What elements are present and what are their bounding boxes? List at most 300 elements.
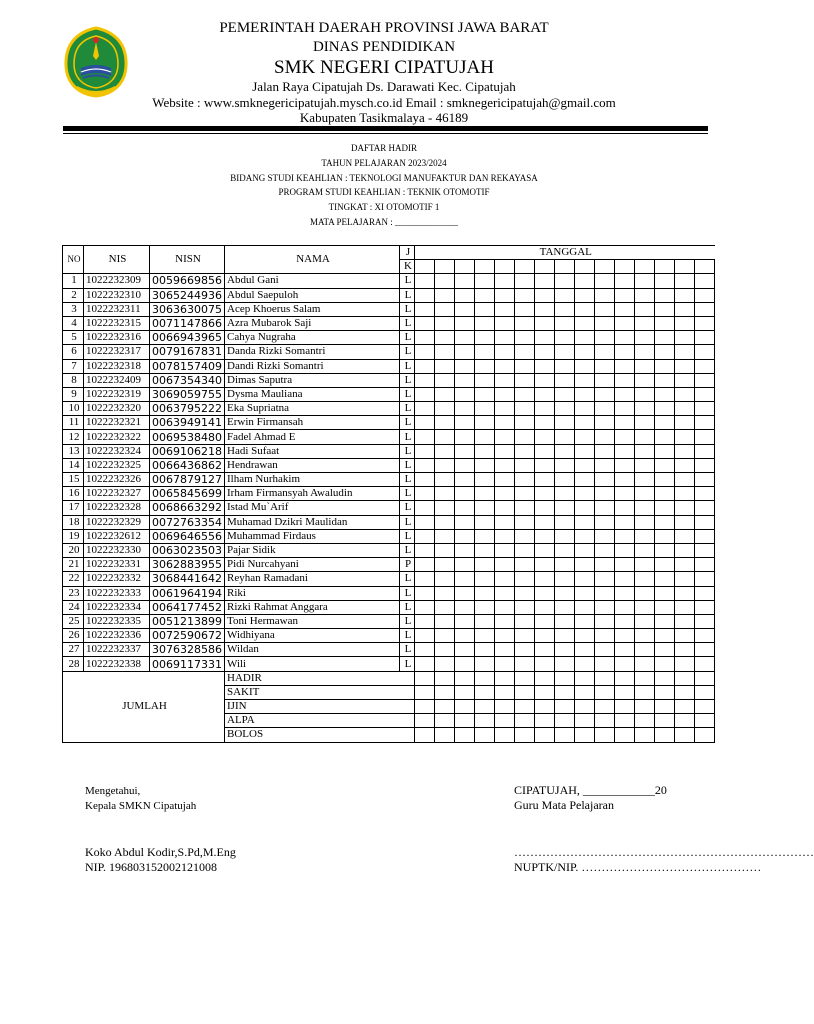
attendance-cell[interactable] — [555, 558, 575, 572]
attendance-cell[interactable] — [555, 359, 575, 373]
attendance-cell[interactable] — [435, 387, 455, 401]
attendance-cell[interactable] — [635, 473, 655, 487]
attendance-cell[interactable] — [615, 302, 635, 316]
attendance-cell[interactable] — [575, 430, 595, 444]
attendance-cell[interactable] — [575, 473, 595, 487]
attendance-cell[interactable] — [655, 614, 675, 628]
attendance-cell[interactable] — [615, 359, 635, 373]
attendance-cell[interactable] — [515, 345, 535, 359]
summary-cell[interactable] — [635, 700, 655, 714]
attendance-cell[interactable] — [515, 586, 535, 600]
attendance-cell[interactable] — [535, 529, 555, 543]
attendance-cell[interactable] — [415, 629, 435, 643]
attendance-cell[interactable] — [455, 274, 475, 288]
attendance-cell[interactable] — [535, 345, 555, 359]
attendance-cell[interactable] — [515, 288, 535, 302]
attendance-cell[interactable] — [575, 345, 595, 359]
attendance-cell[interactable] — [675, 288, 695, 302]
attendance-cell[interactable] — [655, 600, 675, 614]
attendance-cell[interactable] — [675, 572, 695, 586]
attendance-cell[interactable] — [455, 487, 475, 501]
summary-cell[interactable] — [635, 685, 655, 699]
attendance-cell[interactable] — [435, 600, 455, 614]
attendance-cell[interactable] — [615, 643, 635, 657]
attendance-cell[interactable] — [695, 373, 715, 387]
summary-cell[interactable] — [695, 671, 715, 685]
summary-cell[interactable] — [555, 700, 575, 714]
attendance-cell[interactable] — [695, 288, 715, 302]
attendance-cell[interactable] — [575, 501, 595, 515]
summary-cell[interactable] — [695, 728, 715, 742]
attendance-cell[interactable] — [455, 529, 475, 543]
attendance-cell[interactable] — [475, 316, 495, 330]
attendance-cell[interactable] — [495, 316, 515, 330]
attendance-cell[interactable] — [475, 444, 495, 458]
attendance-cell[interactable] — [515, 501, 535, 515]
attendance-cell[interactable] — [655, 274, 675, 288]
attendance-cell[interactable] — [475, 458, 495, 472]
attendance-cell[interactable] — [695, 657, 715, 671]
attendance-cell[interactable] — [655, 487, 675, 501]
attendance-cell[interactable] — [475, 529, 495, 543]
attendance-cell[interactable] — [655, 501, 675, 515]
attendance-cell[interactable] — [455, 614, 475, 628]
summary-cell[interactable] — [675, 685, 695, 699]
attendance-cell[interactable] — [515, 387, 535, 401]
attendance-cell[interactable] — [475, 487, 495, 501]
attendance-cell[interactable] — [655, 458, 675, 472]
attendance-cell[interactable] — [495, 402, 515, 416]
attendance-cell[interactable] — [455, 402, 475, 416]
attendance-cell[interactable] — [475, 501, 495, 515]
summary-cell[interactable] — [655, 700, 675, 714]
attendance-cell[interactable] — [655, 331, 675, 345]
summary-cell[interactable] — [575, 714, 595, 728]
attendance-cell[interactable] — [435, 529, 455, 543]
attendance-cell[interactable] — [675, 316, 695, 330]
summary-cell[interactable] — [595, 671, 615, 685]
attendance-cell[interactable] — [555, 402, 575, 416]
attendance-cell[interactable] — [415, 402, 435, 416]
summary-cell[interactable] — [575, 671, 595, 685]
attendance-cell[interactable] — [695, 643, 715, 657]
attendance-cell[interactable] — [535, 458, 555, 472]
attendance-cell[interactable] — [595, 316, 615, 330]
attendance-cell[interactable] — [555, 629, 575, 643]
attendance-cell[interactable] — [535, 657, 555, 671]
summary-cell[interactable] — [515, 700, 535, 714]
attendance-cell[interactable] — [555, 543, 575, 557]
attendance-cell[interactable] — [515, 331, 535, 345]
date-header-cell[interactable] — [455, 260, 475, 274]
attendance-cell[interactable] — [515, 373, 535, 387]
attendance-cell[interactable] — [475, 657, 495, 671]
attendance-cell[interactable] — [475, 600, 495, 614]
attendance-cell[interactable] — [455, 643, 475, 657]
attendance-cell[interactable] — [435, 331, 455, 345]
attendance-cell[interactable] — [455, 430, 475, 444]
attendance-cell[interactable] — [655, 558, 675, 572]
attendance-cell[interactable] — [515, 614, 535, 628]
attendance-cell[interactable] — [675, 629, 695, 643]
attendance-cell[interactable] — [595, 274, 615, 288]
attendance-cell[interactable] — [515, 543, 535, 557]
attendance-cell[interactable] — [695, 331, 715, 345]
summary-cell[interactable] — [635, 714, 655, 728]
attendance-cell[interactable] — [495, 487, 515, 501]
attendance-cell[interactable] — [675, 458, 695, 472]
attendance-cell[interactable] — [475, 614, 495, 628]
attendance-cell[interactable] — [615, 373, 635, 387]
attendance-cell[interactable] — [675, 345, 695, 359]
attendance-cell[interactable] — [575, 359, 595, 373]
attendance-cell[interactable] — [535, 359, 555, 373]
summary-cell[interactable] — [475, 671, 495, 685]
attendance-cell[interactable] — [415, 373, 435, 387]
attendance-cell[interactable] — [695, 387, 715, 401]
summary-cell[interactable] — [495, 671, 515, 685]
attendance-cell[interactable] — [495, 629, 515, 643]
attendance-cell[interactable] — [595, 302, 615, 316]
date-header-cell[interactable] — [575, 260, 595, 274]
attendance-cell[interactable] — [695, 529, 715, 543]
attendance-cell[interactable] — [695, 614, 715, 628]
attendance-cell[interactable] — [695, 600, 715, 614]
date-header-cell[interactable] — [615, 260, 635, 274]
summary-cell[interactable] — [475, 728, 495, 742]
attendance-cell[interactable] — [615, 458, 635, 472]
attendance-cell[interactable] — [475, 629, 495, 643]
attendance-cell[interactable] — [515, 359, 535, 373]
attendance-cell[interactable] — [595, 387, 615, 401]
attendance-cell[interactable] — [535, 572, 555, 586]
attendance-cell[interactable] — [455, 501, 475, 515]
attendance-cell[interactable] — [615, 430, 635, 444]
attendance-cell[interactable] — [655, 543, 675, 557]
attendance-cell[interactable] — [675, 274, 695, 288]
attendance-cell[interactable] — [675, 657, 695, 671]
attendance-cell[interactable] — [495, 416, 515, 430]
attendance-cell[interactable] — [495, 387, 515, 401]
attendance-cell[interactable] — [655, 302, 675, 316]
attendance-cell[interactable] — [495, 543, 515, 557]
attendance-cell[interactable] — [635, 274, 655, 288]
summary-cell[interactable] — [435, 671, 455, 685]
attendance-cell[interactable] — [655, 345, 675, 359]
attendance-cell[interactable] — [615, 345, 635, 359]
summary-cell[interactable] — [655, 685, 675, 699]
attendance-cell[interactable] — [415, 586, 435, 600]
attendance-cell[interactable] — [615, 529, 635, 543]
attendance-cell[interactable] — [675, 473, 695, 487]
attendance-cell[interactable] — [675, 586, 695, 600]
attendance-cell[interactable] — [455, 373, 475, 387]
date-header-cell[interactable] — [675, 260, 695, 274]
attendance-cell[interactable] — [495, 643, 515, 657]
attendance-cell[interactable] — [455, 331, 475, 345]
attendance-cell[interactable] — [555, 657, 575, 671]
attendance-cell[interactable] — [595, 359, 615, 373]
summary-cell[interactable] — [655, 714, 675, 728]
attendance-cell[interactable] — [435, 614, 455, 628]
attendance-cell[interactable] — [595, 558, 615, 572]
summary-cell[interactable] — [515, 671, 535, 685]
summary-cell[interactable] — [415, 714, 435, 728]
attendance-cell[interactable] — [495, 359, 515, 373]
attendance-cell[interactable] — [595, 430, 615, 444]
attendance-cell[interactable] — [415, 288, 435, 302]
summary-cell[interactable] — [495, 700, 515, 714]
attendance-cell[interactable] — [575, 402, 595, 416]
attendance-cell[interactable] — [535, 416, 555, 430]
attendance-cell[interactable] — [595, 444, 615, 458]
attendance-cell[interactable] — [435, 345, 455, 359]
attendance-cell[interactable] — [495, 458, 515, 472]
attendance-cell[interactable] — [415, 331, 435, 345]
attendance-cell[interactable] — [415, 657, 435, 671]
summary-cell[interactable] — [435, 714, 455, 728]
date-header-cell[interactable] — [595, 260, 615, 274]
attendance-cell[interactable] — [555, 473, 575, 487]
attendance-cell[interactable] — [555, 600, 575, 614]
attendance-cell[interactable] — [435, 657, 455, 671]
attendance-cell[interactable] — [595, 657, 615, 671]
attendance-cell[interactable] — [435, 316, 455, 330]
attendance-cell[interactable] — [515, 416, 535, 430]
attendance-cell[interactable] — [635, 572, 655, 586]
attendance-cell[interactable] — [615, 473, 635, 487]
attendance-cell[interactable] — [555, 430, 575, 444]
summary-cell[interactable] — [555, 728, 575, 742]
attendance-cell[interactable] — [535, 643, 555, 657]
date-header-cell[interactable] — [655, 260, 675, 274]
attendance-cell[interactable] — [595, 501, 615, 515]
attendance-cell[interactable] — [615, 416, 635, 430]
date-header-cell[interactable] — [495, 260, 515, 274]
summary-cell[interactable] — [555, 671, 575, 685]
attendance-cell[interactable] — [555, 316, 575, 330]
attendance-cell[interactable] — [495, 558, 515, 572]
attendance-cell[interactable] — [595, 402, 615, 416]
attendance-cell[interactable] — [555, 387, 575, 401]
attendance-cell[interactable] — [635, 629, 655, 643]
attendance-cell[interactable] — [555, 416, 575, 430]
attendance-cell[interactable] — [615, 543, 635, 557]
attendance-cell[interactable] — [595, 529, 615, 543]
attendance-cell[interactable] — [655, 657, 675, 671]
summary-cell[interactable] — [535, 685, 555, 699]
attendance-cell[interactable] — [695, 430, 715, 444]
attendance-cell[interactable] — [655, 572, 675, 586]
attendance-cell[interactable] — [615, 657, 635, 671]
attendance-cell[interactable] — [595, 614, 615, 628]
attendance-cell[interactable] — [495, 373, 515, 387]
attendance-cell[interactable] — [455, 558, 475, 572]
attendance-cell[interactable] — [535, 302, 555, 316]
attendance-cell[interactable] — [635, 487, 655, 501]
attendance-cell[interactable] — [475, 543, 495, 557]
attendance-cell[interactable] — [615, 487, 635, 501]
attendance-cell[interactable] — [495, 657, 515, 671]
summary-cell[interactable] — [555, 714, 575, 728]
attendance-cell[interactable] — [695, 444, 715, 458]
attendance-cell[interactable] — [655, 529, 675, 543]
summary-cell[interactable] — [595, 714, 615, 728]
attendance-cell[interactable] — [615, 558, 635, 572]
attendance-cell[interactable] — [495, 572, 515, 586]
attendance-cell[interactable] — [575, 529, 595, 543]
attendance-cell[interactable] — [675, 600, 695, 614]
summary-cell[interactable] — [615, 700, 635, 714]
attendance-cell[interactable] — [655, 416, 675, 430]
summary-cell[interactable] — [555, 685, 575, 699]
attendance-cell[interactable] — [695, 359, 715, 373]
attendance-cell[interactable] — [635, 600, 655, 614]
attendance-cell[interactable] — [575, 600, 595, 614]
summary-cell[interactable] — [535, 700, 555, 714]
attendance-cell[interactable] — [635, 387, 655, 401]
date-header-cell[interactable] — [555, 260, 575, 274]
attendance-cell[interactable] — [495, 614, 515, 628]
attendance-cell[interactable] — [595, 458, 615, 472]
attendance-cell[interactable] — [475, 572, 495, 586]
summary-cell[interactable] — [415, 671, 435, 685]
attendance-cell[interactable] — [415, 600, 435, 614]
attendance-cell[interactable] — [435, 274, 455, 288]
summary-cell[interactable] — [695, 685, 715, 699]
date-header-cell[interactable] — [475, 260, 495, 274]
attendance-cell[interactable] — [695, 586, 715, 600]
attendance-cell[interactable] — [515, 302, 535, 316]
attendance-cell[interactable] — [695, 274, 715, 288]
attendance-cell[interactable] — [495, 345, 515, 359]
attendance-cell[interactable] — [515, 487, 535, 501]
attendance-cell[interactable] — [695, 487, 715, 501]
attendance-cell[interactable] — [675, 543, 695, 557]
attendance-cell[interactable] — [595, 586, 615, 600]
attendance-cell[interactable] — [535, 331, 555, 345]
attendance-cell[interactable] — [515, 629, 535, 643]
attendance-cell[interactable] — [515, 430, 535, 444]
attendance-cell[interactable] — [555, 614, 575, 628]
attendance-cell[interactable] — [615, 444, 635, 458]
attendance-cell[interactable] — [575, 444, 595, 458]
attendance-cell[interactable] — [435, 558, 455, 572]
attendance-cell[interactable] — [495, 501, 515, 515]
summary-cell[interactable] — [415, 728, 435, 742]
summary-cell[interactable] — [535, 728, 555, 742]
attendance-cell[interactable] — [455, 345, 475, 359]
summary-cell[interactable] — [455, 728, 475, 742]
attendance-cell[interactable] — [595, 416, 615, 430]
attendance-cell[interactable] — [635, 359, 655, 373]
attendance-cell[interactable] — [515, 529, 535, 543]
attendance-cell[interactable] — [555, 586, 575, 600]
attendance-cell[interactable] — [555, 572, 575, 586]
attendance-cell[interactable] — [535, 600, 555, 614]
attendance-cell[interactable] — [555, 373, 575, 387]
attendance-cell[interactable] — [515, 458, 535, 472]
attendance-cell[interactable] — [415, 543, 435, 557]
summary-cell[interactable] — [615, 714, 635, 728]
attendance-cell[interactable] — [415, 529, 435, 543]
attendance-cell[interactable] — [415, 444, 435, 458]
attendance-cell[interactable] — [615, 586, 635, 600]
attendance-cell[interactable] — [535, 515, 555, 529]
attendance-cell[interactable] — [675, 416, 695, 430]
attendance-cell[interactable] — [675, 331, 695, 345]
attendance-cell[interactable] — [655, 387, 675, 401]
attendance-cell[interactable] — [435, 586, 455, 600]
attendance-cell[interactable] — [555, 274, 575, 288]
attendance-cell[interactable] — [435, 543, 455, 557]
attendance-cell[interactable] — [415, 387, 435, 401]
attendance-cell[interactable] — [535, 387, 555, 401]
attendance-cell[interactable] — [435, 402, 455, 416]
attendance-cell[interactable] — [575, 643, 595, 657]
attendance-cell[interactable] — [555, 515, 575, 529]
attendance-cell[interactable] — [635, 444, 655, 458]
attendance-cell[interactable] — [515, 274, 535, 288]
attendance-cell[interactable] — [575, 629, 595, 643]
attendance-cell[interactable] — [415, 345, 435, 359]
attendance-cell[interactable] — [415, 614, 435, 628]
attendance-cell[interactable] — [695, 629, 715, 643]
attendance-cell[interactable] — [495, 288, 515, 302]
attendance-cell[interactable] — [595, 600, 615, 614]
date-header-cell[interactable] — [415, 260, 435, 274]
attendance-cell[interactable] — [415, 515, 435, 529]
attendance-cell[interactable] — [415, 473, 435, 487]
summary-cell[interactable] — [615, 671, 635, 685]
attendance-cell[interactable] — [595, 572, 615, 586]
attendance-cell[interactable] — [695, 345, 715, 359]
date-header-cell[interactable] — [515, 260, 535, 274]
attendance-cell[interactable] — [535, 614, 555, 628]
attendance-cell[interactable] — [475, 416, 495, 430]
attendance-cell[interactable] — [615, 316, 635, 330]
attendance-cell[interactable] — [455, 543, 475, 557]
attendance-cell[interactable] — [415, 643, 435, 657]
attendance-cell[interactable] — [675, 487, 695, 501]
attendance-cell[interactable] — [635, 614, 655, 628]
attendance-cell[interactable] — [555, 302, 575, 316]
attendance-cell[interactable] — [415, 558, 435, 572]
attendance-cell[interactable] — [535, 373, 555, 387]
attendance-cell[interactable] — [555, 501, 575, 515]
attendance-cell[interactable] — [515, 657, 535, 671]
date-header-cell[interactable] — [535, 260, 555, 274]
attendance-cell[interactable] — [675, 643, 695, 657]
attendance-cell[interactable] — [635, 558, 655, 572]
attendance-cell[interactable] — [555, 458, 575, 472]
attendance-cell[interactable] — [455, 458, 475, 472]
attendance-cell[interactable] — [615, 288, 635, 302]
attendance-cell[interactable] — [535, 629, 555, 643]
attendance-cell[interactable] — [455, 572, 475, 586]
attendance-cell[interactable] — [495, 600, 515, 614]
summary-cell[interactable] — [475, 685, 495, 699]
attendance-cell[interactable] — [515, 316, 535, 330]
attendance-cell[interactable] — [495, 302, 515, 316]
attendance-cell[interactable] — [435, 444, 455, 458]
attendance-cell[interactable] — [435, 416, 455, 430]
attendance-cell[interactable] — [495, 274, 515, 288]
summary-cell[interactable] — [415, 700, 435, 714]
attendance-cell[interactable] — [455, 316, 475, 330]
attendance-cell[interactable] — [435, 473, 455, 487]
attendance-cell[interactable] — [675, 444, 695, 458]
